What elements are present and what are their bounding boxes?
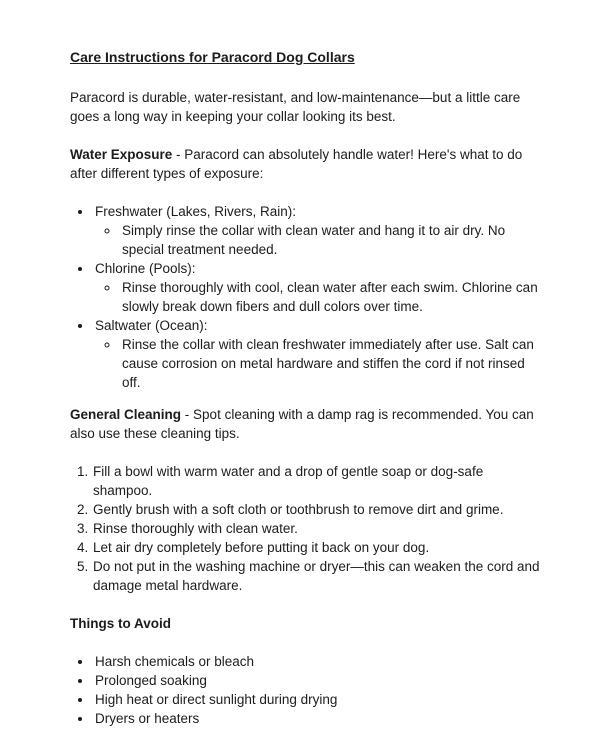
general-cleaning-heading: General Cleaning xyxy=(70,407,182,422)
avoid-item: • Dryers or heaters xyxy=(93,709,542,728)
list-item-label: Freshwater (Lakes, Rivers, Rain): xyxy=(95,204,297,219)
sub-list xyxy=(95,335,542,392)
water-exposure-paragraph xyxy=(70,145,542,183)
things-to-avoid-list xyxy=(70,652,542,728)
list-item-label: Chlorine (Pools): xyxy=(95,261,196,276)
document-content xyxy=(70,48,542,728)
sub-list xyxy=(95,221,542,259)
list-item xyxy=(93,202,542,259)
list-item xyxy=(93,259,542,316)
avoid-item: • High heat or direct sunlight during drying xyxy=(93,690,542,709)
sub-list xyxy=(95,278,542,316)
list-item xyxy=(93,316,542,392)
water-exposure-text: - Paracord can absolutely handle water! Here's what to do after different types of exposure: xyxy=(70,147,523,181)
list-item-label: Saltwater (Ocean): xyxy=(95,318,208,333)
sub-list-item: ◦ Rinse thoroughly with cool, clean water after each swim. Chlorine can slowly break down fibers and dull colors over time. xyxy=(120,278,542,316)
things-to-avoid-heading: Things to Avoid xyxy=(70,616,171,631)
general-cleaning-paragraph xyxy=(70,405,542,443)
step-item: 5. Do not put in the washing machine or dryer—this can weaken the cord and damage metal hardware. xyxy=(92,557,542,595)
general-cleaning-text: - Spot cleaning with a damp rag is recommended. You can also use these cleaning tips. xyxy=(70,407,534,441)
step-item: 1. Fill a bowl with warm water and a drop of gentle soap or dog-safe shampoo. xyxy=(92,462,542,500)
avoid-item: • Prolonged soaking xyxy=(93,671,542,690)
step-item: 2. Gently brush with a soft cloth or toothbrush to remove dirt and grime. xyxy=(92,500,542,519)
document-title: Care Instructions for Paracord Dog Collars xyxy=(70,49,355,65)
sub-list-item: ◦ Rinse the collar with clean freshwater immediately after use. Salt can cause corrosion on metal hardware and stiffen the cord if not rinsed off. xyxy=(120,335,542,392)
sub-list-item: ◦ Simply rinse the collar with clean water and hang it to air dry. No special treatment needed. xyxy=(120,221,542,259)
cleaning-steps-list xyxy=(70,462,542,595)
intro-paragraph: Paracord is durable, water-resistant, and low-maintenance—but a little care goes a long way in keeping your collar looking its best. xyxy=(70,90,521,124)
step-item: 4. Let air dry completely before putting it back on your dog. xyxy=(92,538,542,557)
avoid-item: • Harsh chemicals or bleach xyxy=(93,652,542,671)
water-exposure-heading: Water Exposure xyxy=(70,147,173,162)
step-item: 3. Rinse thoroughly with clean water. xyxy=(92,519,542,538)
water-exposure-list xyxy=(70,202,542,392)
